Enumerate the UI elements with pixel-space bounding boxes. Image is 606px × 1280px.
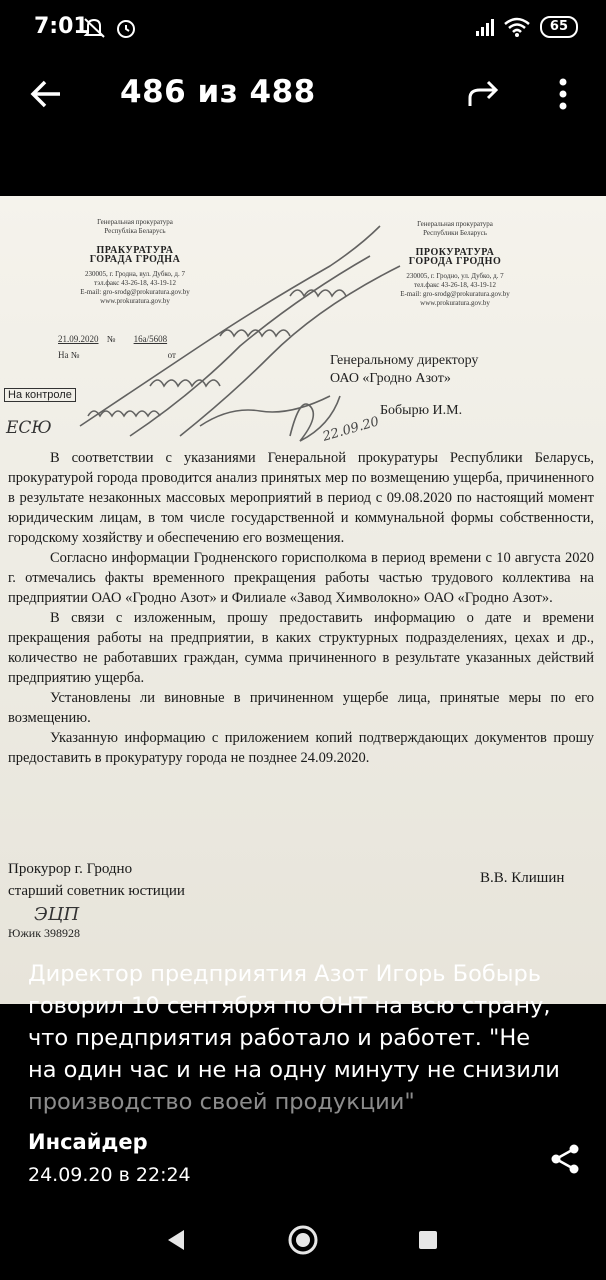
share-icon[interactable]	[548, 1142, 582, 1176]
nav-recents-icon[interactable]	[412, 1224, 444, 1256]
ref-no-label: №	[106, 334, 116, 344]
letterhead-city: ГОРАДА ГРОДНА	[89, 254, 181, 265]
addressee-title: Генеральному директору	[330, 353, 479, 368]
handwritten-date: 22.09.20	[321, 414, 381, 445]
caption-line: говорил 10 сентября по ОНТ на всю страну,	[28, 993, 551, 1019]
caption-line: Директор предприятия Азот Игорь Бобырь	[28, 961, 542, 987]
ref-date: 21.09.2020	[58, 334, 99, 344]
status-right	[476, 16, 578, 38]
letterhead-phone: тэл.факс 43-26-18, 43-19-12	[94, 279, 176, 287]
navigation-bar	[0, 1200, 606, 1280]
handwritten-resolution	[0, 196, 606, 1004]
letterhead-phone: тел.факс 43-26-18, 43-19-12	[414, 281, 496, 289]
reply-no-label: На №	[58, 350, 80, 360]
app-bar	[0, 62, 606, 126]
status-bar	[0, 0, 606, 62]
control-stamp: На контроле	[4, 388, 76, 402]
nav-back-icon[interactable]	[160, 1224, 192, 1256]
letterhead-address: 230005, г. Гродна, вул. Дубко, д. 7	[84, 270, 185, 278]
paragraph: Согласно информации Гродненского горисполкома в период времени с 10 августа 2020 г. отмечались факты временного прекращения работы частью трудового коллектива на предприятии ОАО «Гродно Азот» и Филиале «Завод Химволокно» ОАО «Гродно Азот».	[8, 550, 594, 606]
post-date: 24.09.20 в 22:24	[28, 1164, 191, 1186]
document-photo[interactable]	[0, 196, 606, 1004]
signer-name: В.В. Клишин	[480, 870, 565, 886]
battery-icon: 65	[540, 16, 578, 38]
signer-title: Прокурор г. Гродно	[8, 861, 133, 877]
paragraph: Указанную информацию с приложением копий подтверждающих документов прошу предоставить в прокуратуру города не позднее 24.09.2020.	[8, 730, 594, 766]
mute-icon	[82, 16, 108, 40]
photo-counter-title: 486 из 488	[120, 74, 316, 110]
ref-number: 16а/5608	[133, 334, 168, 344]
paragraph: Установлены ли виновные в причиненном ущербе лица, принятые меры по его возмещению.	[8, 690, 594, 726]
back-arrow-icon[interactable]	[26, 74, 66, 114]
paragraph: В связи с изложенным, прошу предоставить информацию о дате и времени прекращения работы на предприятии, в каких структурных подразделениях, цехах и др., количество не работавших граждан, сумма причиненного в результате указанных действий предприятию ущерба.	[8, 610, 594, 686]
addressee-company: ОАО «Гродно Азот»	[330, 371, 451, 386]
caption-line-faded: производство своей продукции"	[28, 1089, 415, 1115]
status-notification-icons	[82, 14, 138, 40]
forward-icon[interactable]	[464, 76, 504, 112]
letterhead-org: ПРАКУРАТУРА	[96, 245, 174, 256]
paragraph: В соответствии с указаниями Генеральной прокуратуры Республики Беларусь, прокуратурой города проводится анализ принятых мер по возмещению ущерба, причиненного в результате незаконных массовых мероприятий в период с 09.08.2020 по настоящий момент юридическим лицам, в том числе государственной и коммунальной формы собственности, городскому хозяйству и обеспечению его возмещения.	[8, 450, 594, 546]
nav-home-icon[interactable]	[287, 1224, 319, 1256]
status-time: 7:01	[34, 14, 89, 39]
caption-line: что предприятия работало и работет. "Не	[28, 1025, 531, 1051]
signer-rank: старший советник юстиции	[8, 883, 185, 899]
letterhead-text: Республики Беларусь	[423, 229, 487, 237]
control-mark: ЕСЮ	[6, 418, 52, 438]
letterhead-text: Республіка Беларусь	[104, 227, 166, 235]
signal-icon	[476, 18, 494, 36]
letterhead-email: E-mail: gro-srodg@prokuratura.gov.by	[80, 288, 190, 296]
more-vert-icon[interactable]	[548, 76, 578, 112]
letterhead-text: Генеральная прокуратура	[417, 220, 493, 228]
letterhead-city: ГОРОДА ГРОДНО	[408, 256, 502, 267]
letterhead-web: www.prokuratura.gov.by	[100, 297, 170, 305]
caption-line: на один час и не на одну минуту не снизили	[28, 1057, 560, 1083]
signer-scrawl: ЭЦП	[34, 904, 80, 925]
letterhead-web: www.prokuratura.gov.by	[420, 299, 490, 307]
post-caption	[28, 958, 588, 1118]
executor-line: Южик 398928	[8, 926, 81, 940]
alarm-icon	[114, 16, 138, 40]
addressee-name: Бобырю И.М.	[380, 403, 463, 418]
letterhead-address: 230005, г. Гродно, ул. Дубко, д. 7	[406, 272, 504, 280]
letterhead-org: ПРОКУРАТУРА	[415, 247, 495, 258]
post-source[interactable]: Инсайдер	[28, 1130, 148, 1154]
letterhead-text: Генеральная прокуратура	[97, 218, 173, 226]
reply-from-label: от	[167, 350, 176, 360]
wifi-icon	[504, 17, 530, 37]
letterhead-email: E-mail: gro-srodg@prokuratura.gov.by	[400, 290, 510, 298]
